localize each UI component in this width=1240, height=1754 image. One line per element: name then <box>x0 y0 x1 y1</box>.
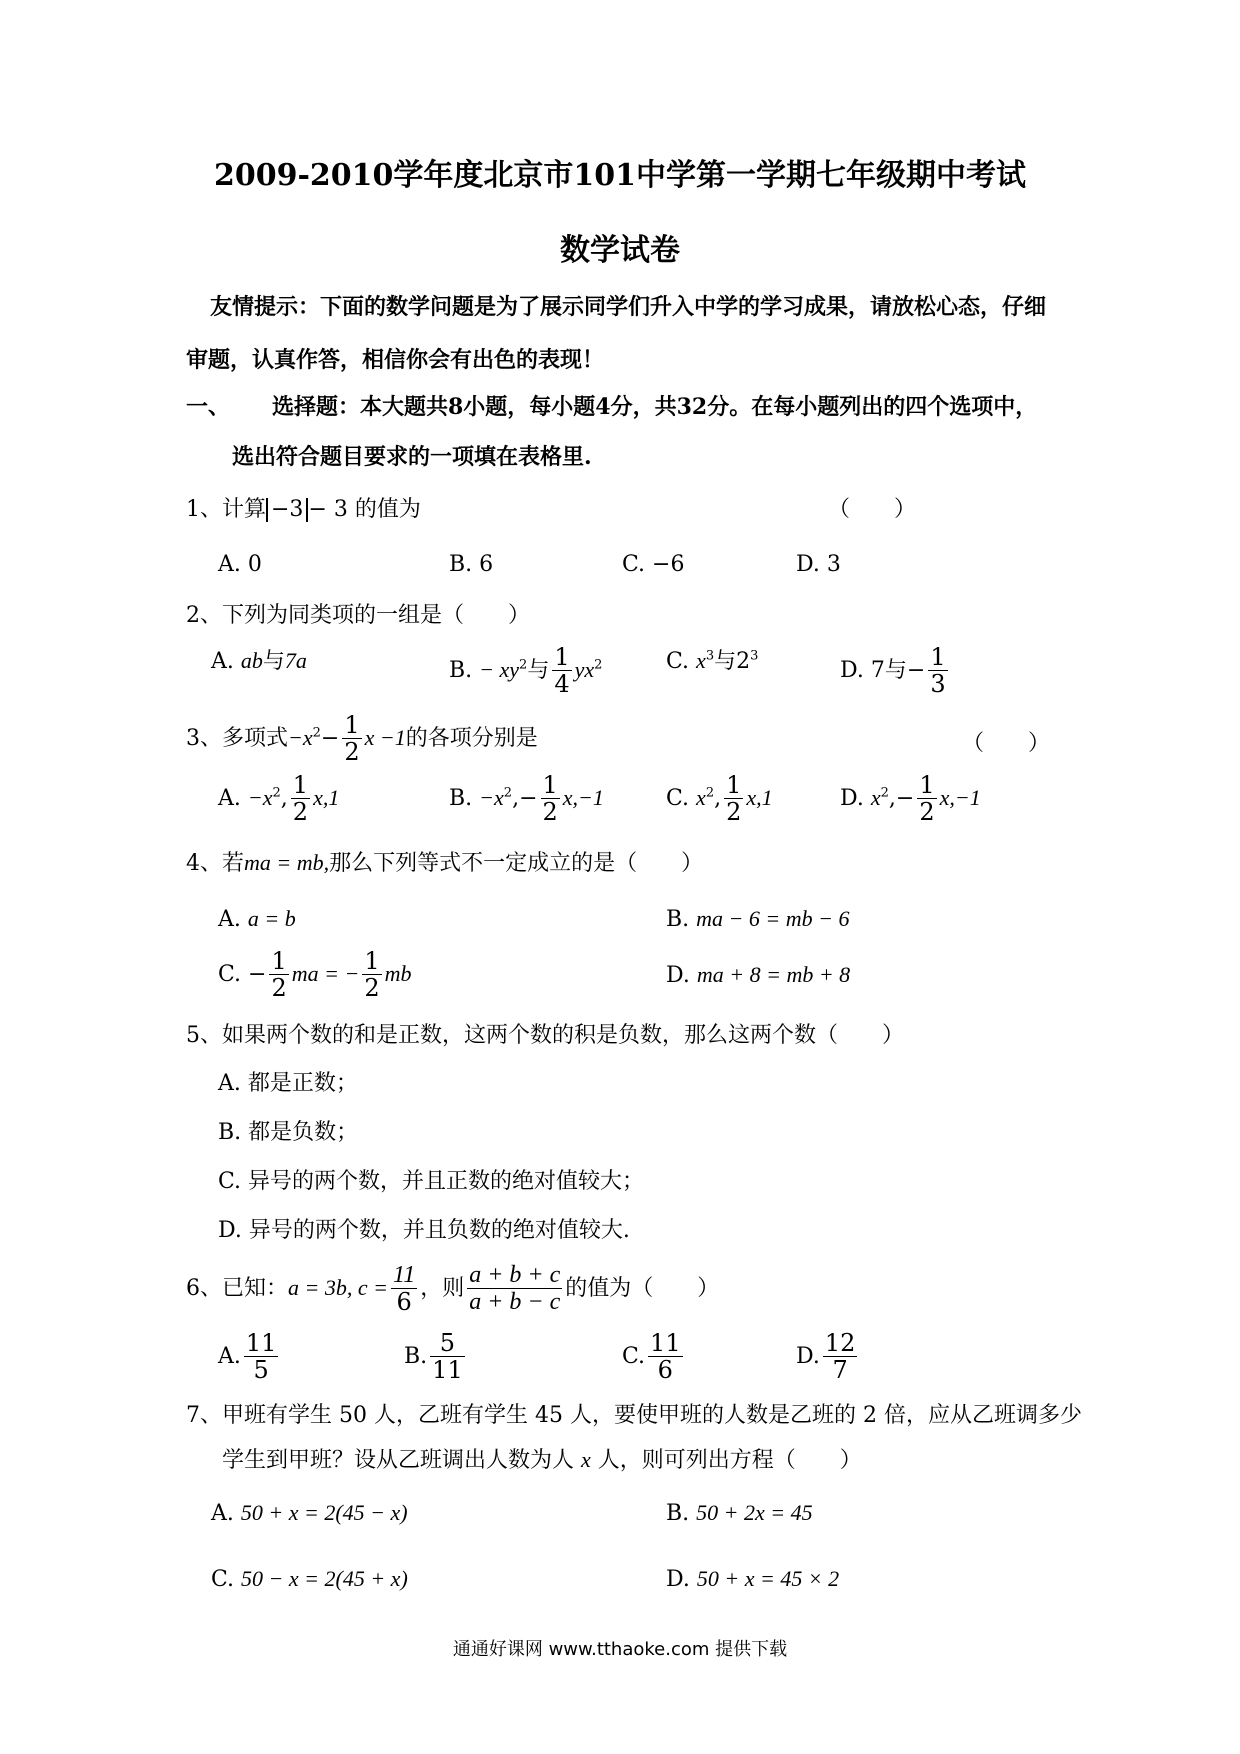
q3-option-b: B. $-x^2,-$ $\frac{1}{2}$ x,−1 <box>449 771 604 827</box>
fraction: $\frac{1}{2}$ <box>344 711 360 767</box>
q1-answer-paren: （ ） <box>828 497 917 522</box>
section-instructions-2: 选出符合题目要求的一项填在表格里. <box>232 444 592 470</box>
question-2: 2、下列为同类项的一组是（ ） <box>186 603 530 628</box>
q5-option-d: D. 异号的两个数，并且负数的绝对值较大. <box>218 1218 630 1243</box>
question-6: 6、已知：a = 3b, c = $\frac{11}{6}$ ，则 $\frac{a + b + c}{a + b - c}$ 的值为（ ） <box>186 1262 720 1317</box>
q2-option-d: D. 7与− $\frac{1}{3}$ <box>840 643 946 699</box>
tip-line-2: 审题，认真作答，相信你会有出色的表现！ <box>186 347 605 373</box>
question-5: 5、如果两个数的和是正数，这两个数的积是负数，那么这两个数（ ） <box>186 1023 904 1048</box>
exam-subtitle: 数学试卷 <box>560 233 680 268</box>
fraction: $\frac{1}{2}$ <box>364 947 380 1003</box>
fraction: $\frac{1}{2}$ <box>271 947 287 1003</box>
tip-line-1: 友情提示：下面的数学问题是为了展示同学们升入中学的学习成果，请放松心态，仔细 <box>210 294 1047 320</box>
question-1 <box>186 492 421 523</box>
q2-option-a: A. ab与7a <box>211 648 307 674</box>
q4-option-d: D. ma + 8 = mb + 8 <box>666 962 851 988</box>
q7-option-d: D. 50 + x = 45 × 2 <box>666 1566 840 1592</box>
fraction: $\frac{11}{6}$ <box>650 1329 681 1385</box>
page-footer: 通通好课网 www.tthaoke.com 提供下载 <box>452 1639 788 1660</box>
section-instructions-1: 选择题：本大题共8小题，每小题4分，共32分。在每小题列出的四个选项中， <box>272 394 1038 420</box>
q1-option-c: C. −6 <box>622 552 685 577</box>
fraction: $\frac{1}{2}$ <box>919 771 935 827</box>
q5-option-a: A. 都是正数； <box>218 1071 358 1096</box>
fraction: $\frac{1}{2}$ <box>542 771 558 827</box>
q1-option-d: D. 3 <box>796 552 841 577</box>
q1-absolute-value: −3 <box>266 498 308 522</box>
fraction: $\frac{5}{11}$ <box>432 1329 463 1385</box>
q1-prefix: 1、计算 <box>186 497 266 522</box>
q7-option-a: A. 50 + x = 2(45 − x) <box>211 1500 408 1526</box>
q4-option-c: C. − $\frac{1}{2}$ ma = − $\frac{1}{2}$ mb <box>218 947 412 1003</box>
q1-rest: − 3 的值为 <box>308 497 421 522</box>
q6-option-a: A. $\frac{11}{5}$ <box>218 1329 277 1385</box>
fraction: $\frac{11}{5}$ <box>245 1329 277 1385</box>
q3-option-c: C. $x^2$, $\frac{1}{2}$ x,1 <box>666 771 773 827</box>
fraction: $\frac{a + b + c}{a + b - c}$ <box>469 1262 561 1316</box>
q5-option-c: C. 异号的两个数，并且正数的绝对值较大； <box>218 1169 645 1194</box>
section-number: 一、 <box>186 394 231 420</box>
q3-answer-paren: （ ） <box>962 731 1051 756</box>
fraction: $\frac{1}{3}$ <box>930 643 946 699</box>
question-3: 3、多项式$-x^2-$ $\frac{1}{2}$ x −1的各项分别是 <box>186 711 538 767</box>
q3-option-a: A. $-x^2$, $\frac{1}{2}$ x,1 <box>218 771 340 827</box>
fraction: $\frac{1}{4}$ <box>554 643 570 699</box>
question-4: 4、若ma = mb,那么下列等式不一定成立的是（ ） <box>186 850 704 876</box>
q2-option-b: B. − $xy^2$与 $\frac{1}{4}$ $yx^2$ <box>449 643 603 699</box>
q6-option-b: B. $\frac{5}{11}$ <box>404 1329 463 1385</box>
q5-option-b: B. 都是负数； <box>218 1120 359 1145</box>
q3-option-d: D. $x^2,-$ $\frac{1}{2}$ x,−1 <box>840 771 981 827</box>
question-7-line-1: 7、甲班有学生 50 人，乙班有学生 45 人，要使甲班的人数是乙班的 2 倍，应从乙班调多少 <box>186 1403 1082 1428</box>
q4-option-b: B. ma − 6 = mb − 6 <box>666 906 850 932</box>
exam-title: 2009-2010学年度北京市101中学第一学期七年级期中考试 <box>213 158 1027 193</box>
q1-option-a: A. 0 <box>218 552 262 577</box>
q4-option-a: A. a = b <box>218 906 296 932</box>
q6-option-d: D. $\frac{12}{7}$ <box>796 1329 856 1385</box>
q2-option-c: C. $x^3$与$2^3$ <box>666 648 759 674</box>
q7-option-c: C. 50 − x = 2(45 + x) <box>211 1566 408 1592</box>
fraction: $\frac{12}{7}$ <box>824 1329 856 1385</box>
q1-option-b: B. 6 <box>449 552 494 577</box>
fraction: $\frac{1}{2}$ <box>726 771 742 827</box>
q6-option-c: C. $\frac{11}{6}$ <box>622 1329 681 1385</box>
fraction: $\frac{1}{2}$ <box>292 771 309 827</box>
fraction: $\frac{11}{6}$ <box>392 1262 416 1317</box>
question-7-line-2: 学生到甲班？设从乙班调出人数为人 x 人，则可列出方程（ ） <box>222 1447 862 1473</box>
q7-option-b: B. 50 + 2x = 45 <box>666 1500 813 1526</box>
